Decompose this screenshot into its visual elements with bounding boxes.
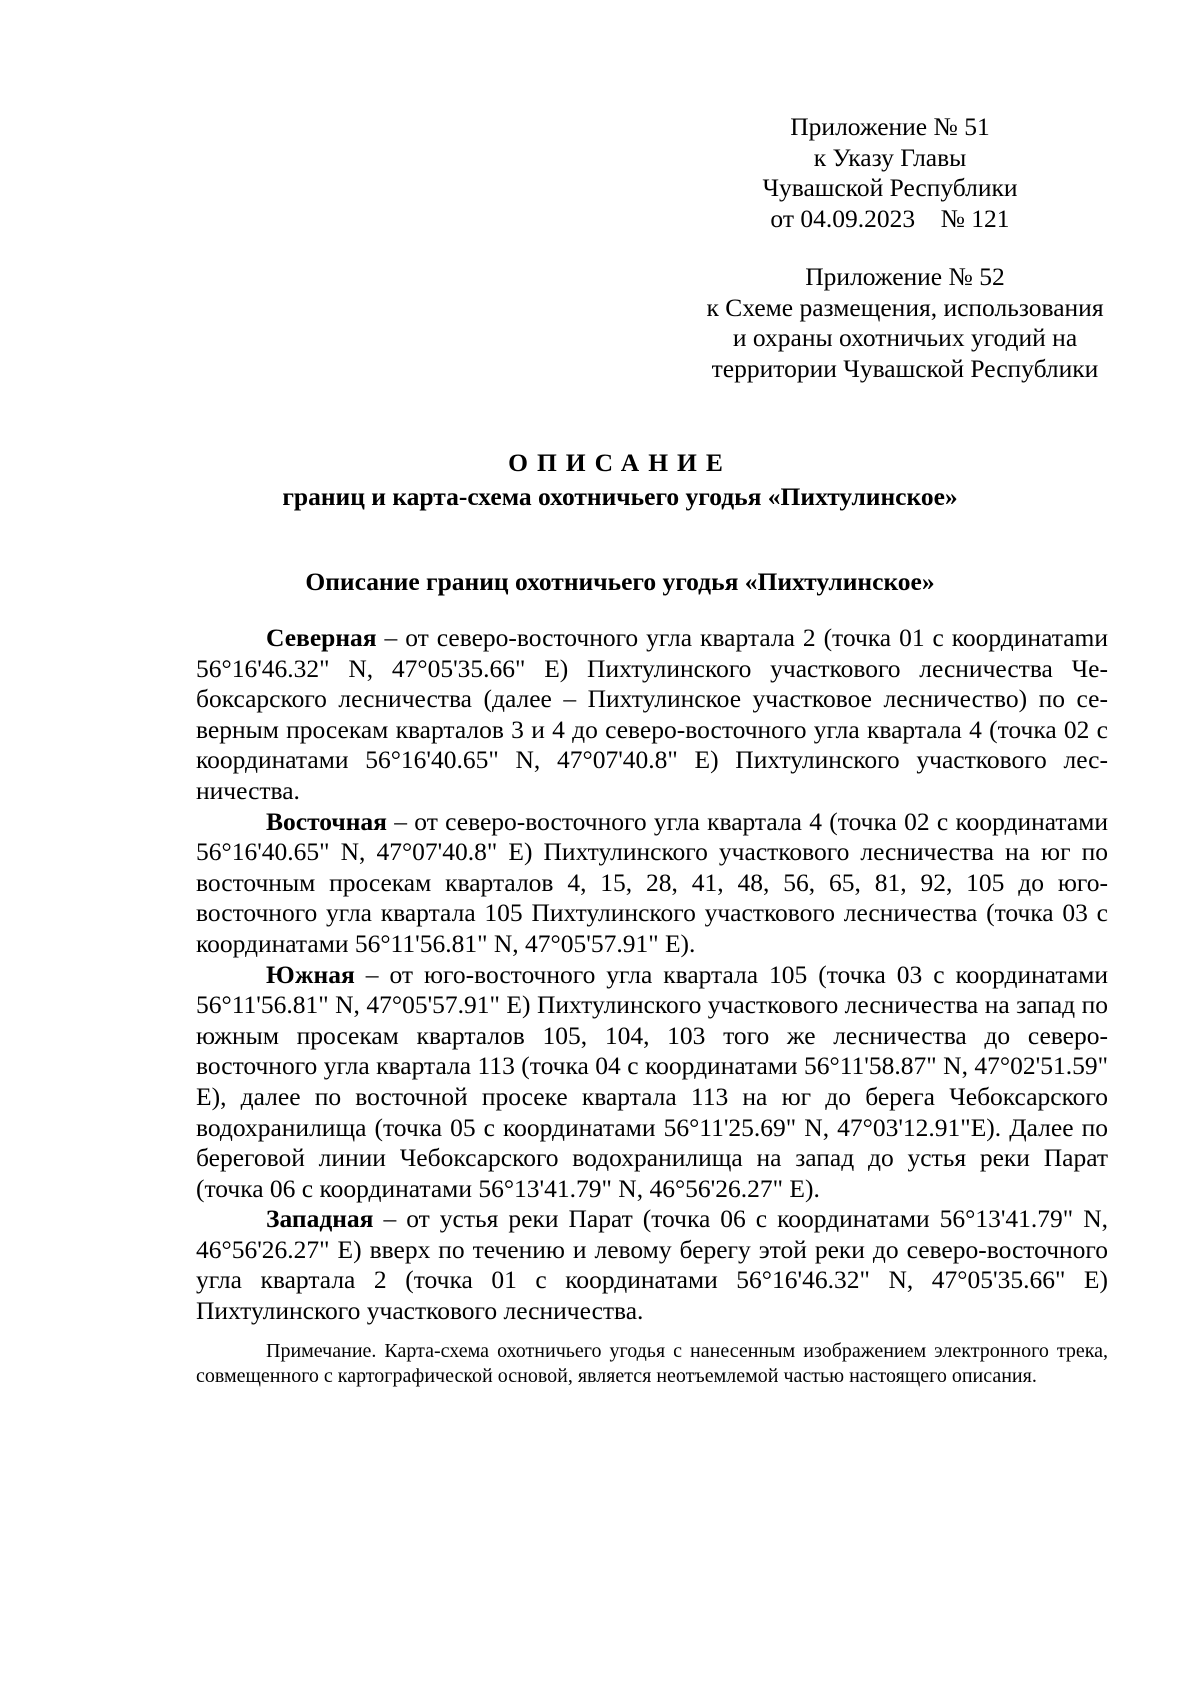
document-title <box>130 446 1110 512</box>
boundary-north <box>196 623 1108 807</box>
attachment-header-decree <box>700 112 1080 234</box>
boundary-west-label: Западная <box>266 1204 374 1234</box>
boundary-west-text: – от устья реки Парат (точка 06 с координатами 56°13'41.79" N, 46°56'26.27" E) вверх по течению и левому берегу этой реки до северо-восточного угла квартала 2 (точка 01 с координатами 56°16'46.32" N, 47°05'35.66" E) Пихтулинского участкового лесничества. <box>196 1204 1108 1326</box>
attachment-decree-line-1: Приложение № 51 <box>790 112 990 141</box>
attachment-scheme-line-3: и охраны охотничьих угодий на <box>732 323 1078 352</box>
boundary-east-text: – от северо-восточного угла квартала 4 (точка 02 с координатами 56°16'40.65" N, 47°07'40.8" E) Пихтулинского участкового лесничества на юг по восточным просекам кварталов 4, 15, 28, 41, 48, 56, 65, 81, 92, 105 до юго-восточного угла квартала 105 Пихтулинского участкового лесничества (точка 03 с координатами 56°11'56.81" N, 47°05'57.91" E). <box>196 806 1108 958</box>
title-main: ОПИСАНИЕ <box>508 448 732 477</box>
attachment-scheme-line-1: Приложение № 52 <box>805 262 1005 291</box>
boundary-south-text: – от юго-восточного угла квартала 105 (точка 03 с координатами 56°11'56.81" N, 47°05'57.91" E) Пихтулинского участкового лесничества на запад по южным просекам кварталов 105, 104, 103 того же лесничества до северо-восточного угла квартала 113 (точка 04 с координатами 56°11'58.87" N, 47°02'51.59" E), далее по восточной просеке квартала 113 на юг до берега Чебоксарского водохранилища (точка 05 с координатами 56°11'25.69" N, 47°03'12.91"E). Далее по береговой линии Чебоксарского водохранилища на запад до устья реки Парат (точка 06 с координатами 56°13'41.79" N, 46°56'26.27" E). <box>196 959 1108 1203</box>
attachment-scheme-line-2: к Схеме размещения, использования <box>706 292 1104 322</box>
boundary-north-text: – от северо-восточного угла квартала 2 (точка 01 с координатаmи 56°16'46.32" N, 47°05'35.66" E) Пихтулинского участкового лесничества Чебоксарского лесничества (далее – Пихтулинское участковое лесничество) по северным просекам кварталов 3 и 4 до северо-восточного угла квартала 4 (точка 02 с координатами 56°16'40.65" N, 47°07'40.8" E) Пихтулинского участкового лесничества. <box>196 623 1108 805</box>
boundary-north-label: Северная <box>266 623 377 652</box>
boundary-east-label: Восточная <box>266 806 387 836</box>
attachment-scheme-line-4: территории Чувашской Республики <box>711 353 1099 383</box>
boundary-south <box>196 960 1108 1205</box>
attachment-header-scheme <box>650 262 1160 384</box>
title-subtitle: границ и карта-схема охотничьего угодья «Пихтулинское» <box>282 482 958 511</box>
boundary-west <box>196 1204 1108 1326</box>
footnote-note: Примечание. Карта-схема охотничьего угодья с нанесенным изображением электронного трека, совмещенного с картографической основой, является неотъемлемой частью настоящего описания. <box>196 1340 1108 1387</box>
section-heading: Описание границ охотничьего угодья «Пихтулинское» <box>305 567 935 596</box>
boundary-east <box>196 807 1108 960</box>
boundaries-description <box>196 623 1108 1327</box>
attachment-decree-line-2: к Указу Главы <box>813 142 967 172</box>
boundary-south-label: Южная <box>266 959 355 989</box>
attachment-decree-line-3: Чувашской Республики <box>762 173 1018 202</box>
attachment-decree-line-4: от 04.09.2023 № 121 <box>770 203 1010 233</box>
